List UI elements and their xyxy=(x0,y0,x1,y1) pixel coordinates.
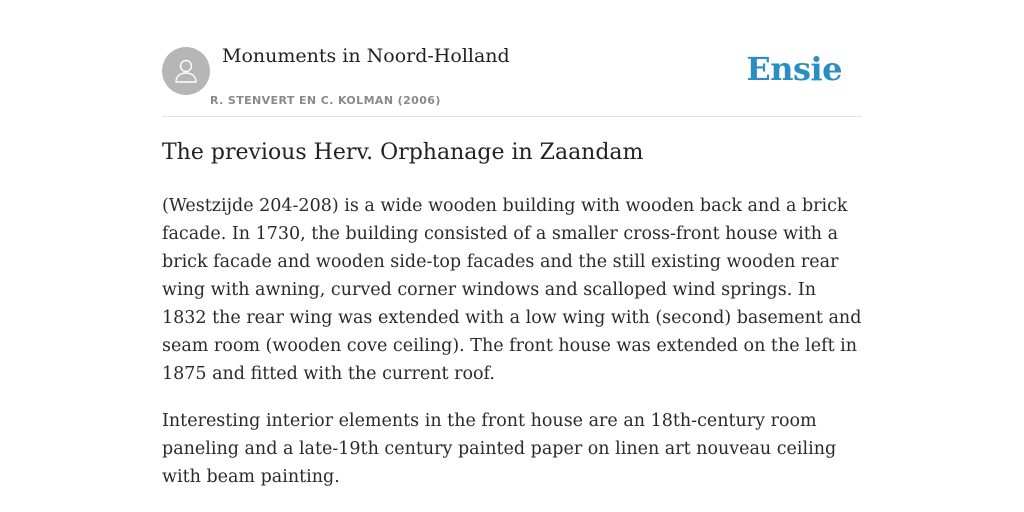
entry-body xyxy=(162,192,862,510)
entry-paragraph: Interesting interior elements in the front house are an 18th-century room paneling and a late-19th century painted paper on linen art nouveau ceiling with beam painting. xyxy=(162,411,837,487)
book-title[interactable]: Monuments in Noord-Holland xyxy=(222,45,510,67)
header xyxy=(162,0,862,117)
user-avatar-icon xyxy=(162,47,210,95)
entry-paragraph: (Westzijde 204-208) is a wide wooden building with wooden back and a brick facade. In 1730, the building consisted of a smaller cross-front house with a brick facade and wooden side-top facades and the still existing wooden rear wing with awning, curved corner windows and scalloped wind springs. In 1832 the rear wing was extended with a low wing with (second) basement and seam room (wooden cove ceiling). The front house was extended on the left in 1875 and fitted with the current roof. xyxy=(162,196,862,384)
ensie-logo[interactable]: Ensie xyxy=(746,50,842,88)
book-authors: R. STENVERT EN C. KOLMAN (2006) xyxy=(210,94,441,107)
person-outline-icon xyxy=(171,56,201,86)
entry-title: The previous Herv. Orphanage in Zaandam xyxy=(162,140,644,165)
